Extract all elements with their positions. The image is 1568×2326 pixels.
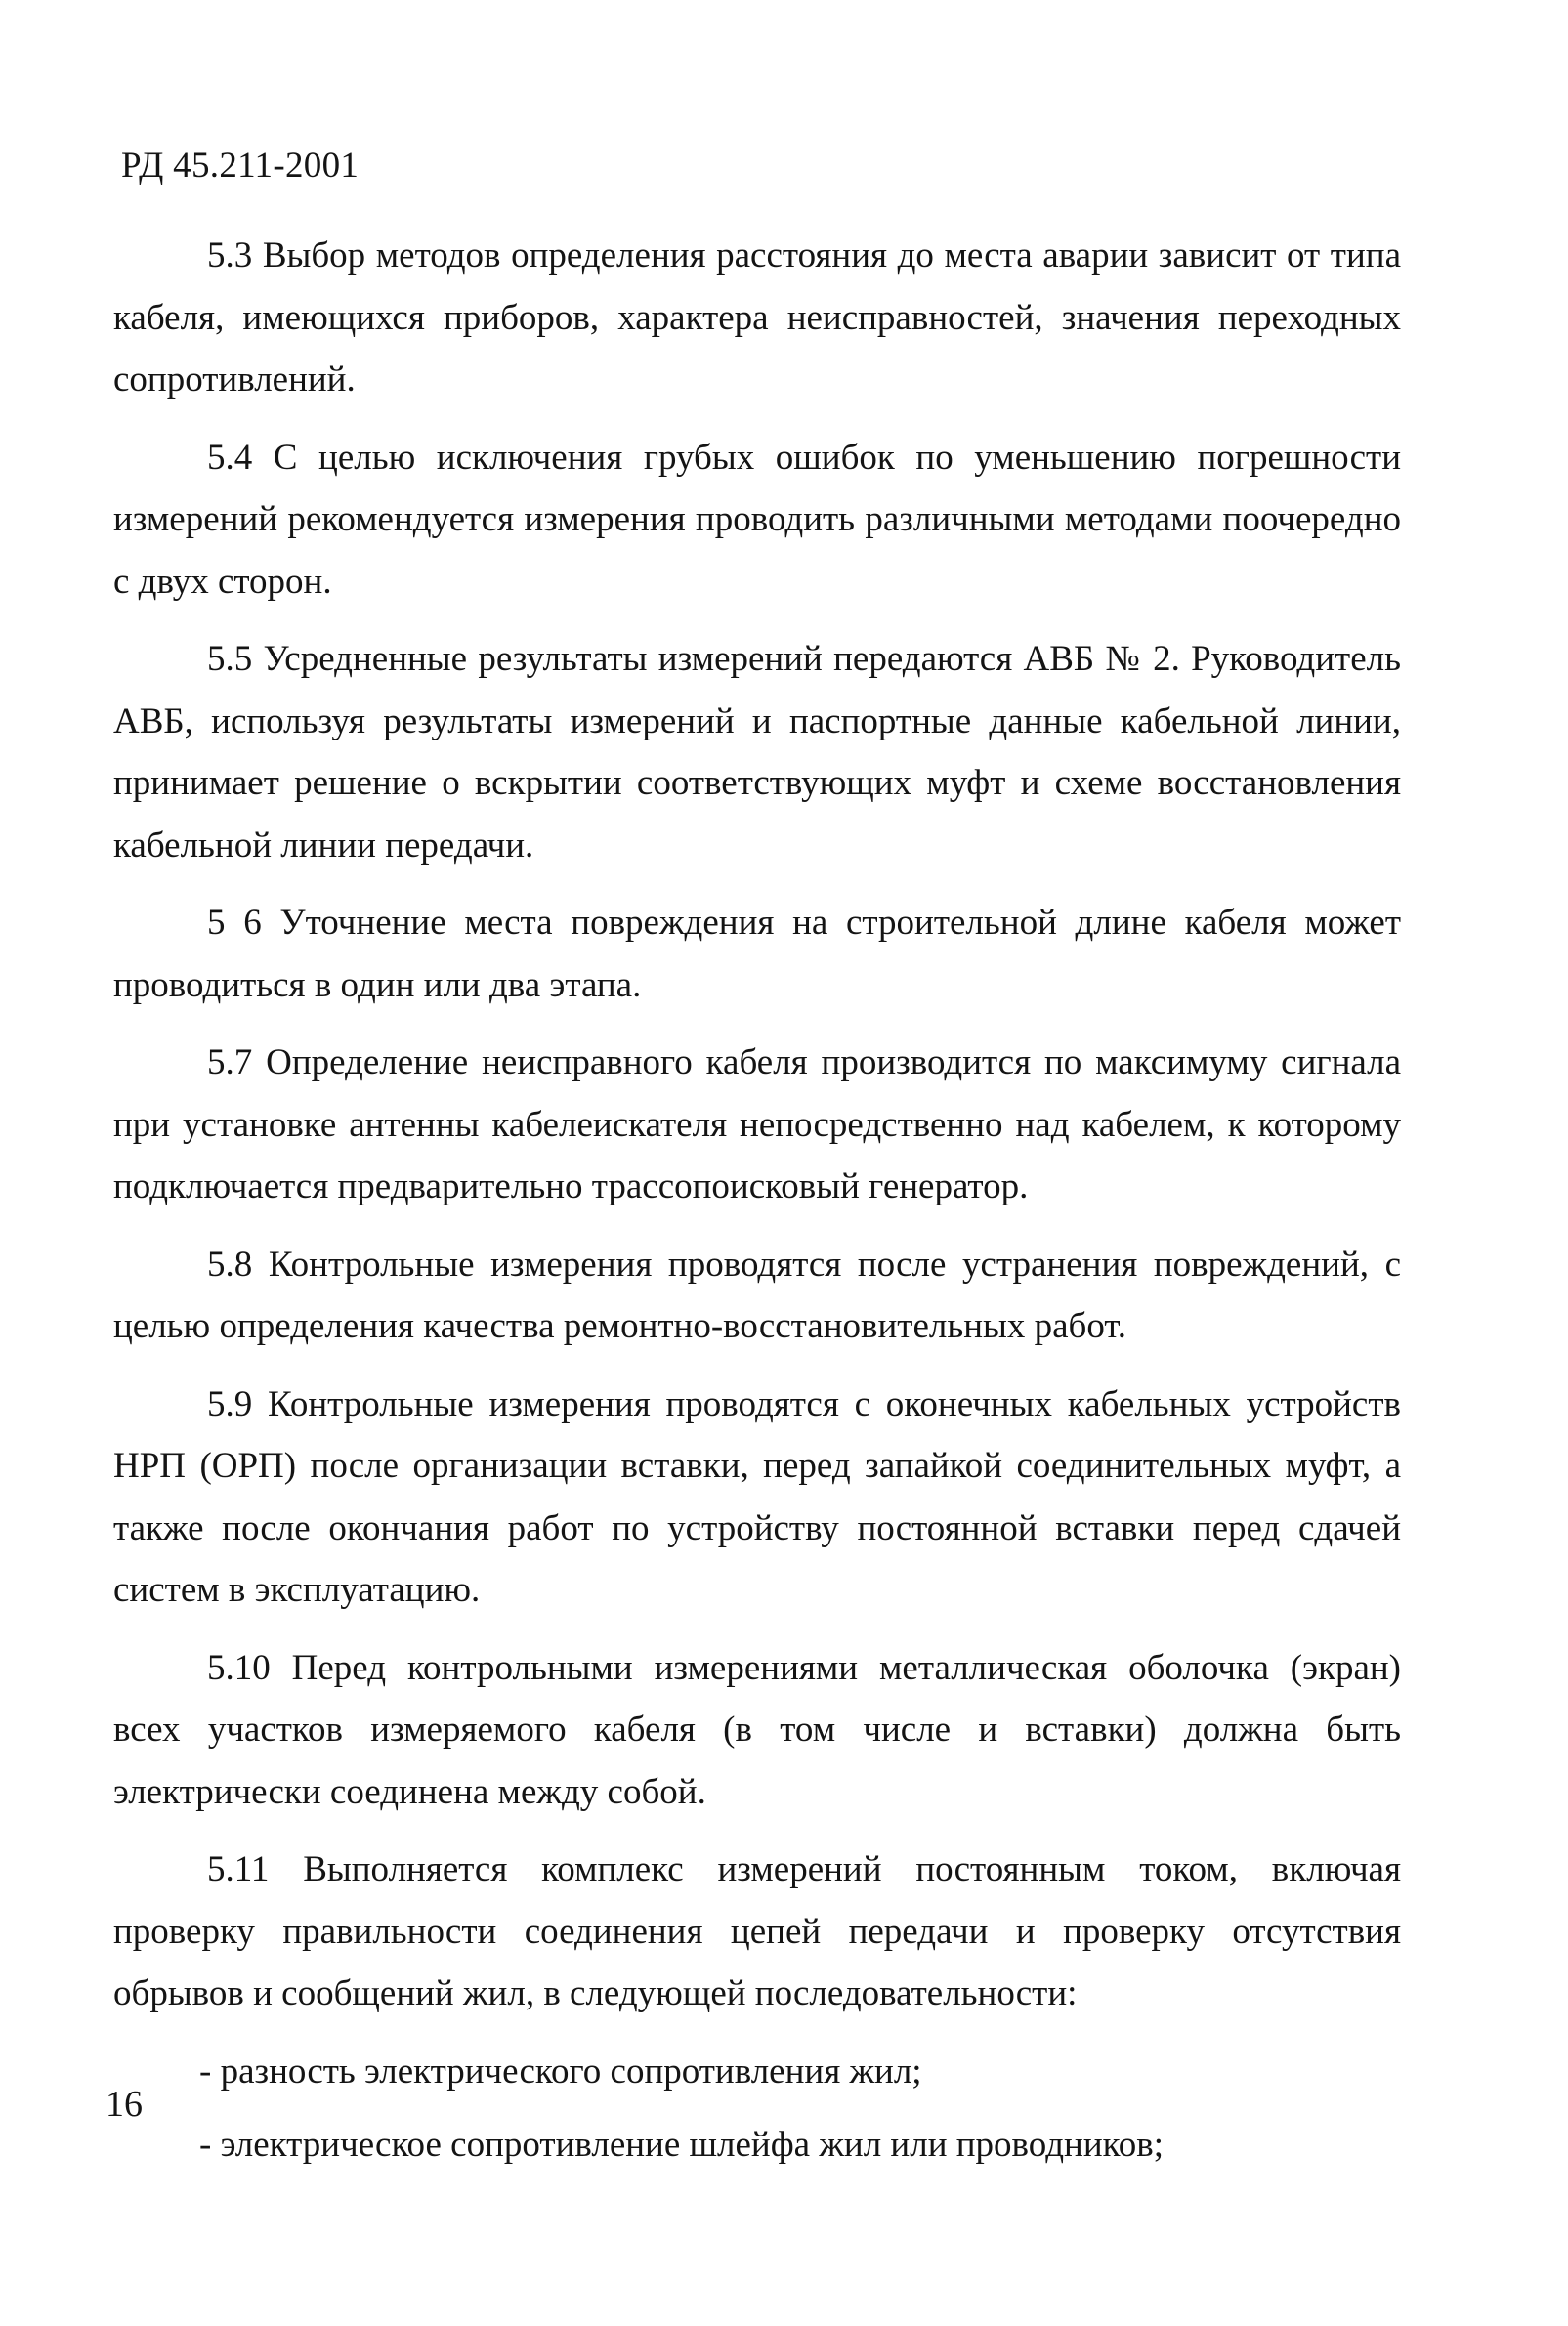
paragraph-5-7: 5.7 Определение неисправного кабеля производится по максимуму сигнала при установке антенны кабелеискателя непосредственно над кабелем, к которому подключается предварительно трассопоисковый генератор.: [113, 1042, 1401, 1206]
document-body: [113, 225, 1401, 2188]
document-code-header: РД 45.211-2001: [121, 146, 360, 186]
list-item: - электрическое сопротивление шлейфа жил или проводников;: [199, 2125, 1164, 2165]
paragraph-5-4: 5.4 С целью исключения грубых ошибок по уменьшению погрешности измерений рекомендуется измерения проводить различными методами поочередно с двух сторон.: [113, 437, 1401, 602]
paragraph-5-5: 5.5 Усредненные результаты измерений передаются АВБ № 2. Руководитель АВБ, используя результаты измерений и паспортные данные кабельной линии, принимает решение о вскрытии соответствующих муфт и схеме восстановления кабельной линии передачи.: [113, 639, 1401, 866]
paragraph-5-8: 5.8 Контрольные измерения проводятся после устранения повреждений, с целью определения качества ремонтно-восстановительных работ.: [113, 1244, 1401, 1346]
paragraph-5-10: 5.10 Перед контрольными измерениями металлическая оболочка (экран) всех участков измеряемого кабеля (в том числе и вставки) должна быть электрически соединена между собой.: [113, 1647, 1401, 1812]
list-item: - разность электрического сопротивления жил;: [199, 2051, 922, 2092]
paragraph-5-6: 5 6 Уточнение места повреждения на строительной длине кабеля может проводиться в один или два этапа.: [113, 903, 1401, 1005]
paragraph-5-3: 5.3 Выбор методов определения расстояния до места аварии зависит от типа кабеля, имеющихся приборов, характера неисправностей, значения переходных сопротивлений.: [113, 235, 1401, 400]
paragraph-5-9: 5.9 Контрольные измерения проводятся с оконечных кабельных устройств НРП (ОРП) после организации вставки, перед запайкой соединительных муфт, а также после окончания работ по устройству постоянной вставки перед сдачей систем в эксплуатацию.: [113, 1383, 1401, 1610]
page-number: 16: [106, 2084, 143, 2125]
paragraph-5-11: 5.11 Выполняется комплекс измерений постоянным током, включая проверку правильности соединения цепей передачи и проверку отсутствия обрывов и сообщений жил, в следующей последовательности:: [113, 1849, 1401, 2013]
